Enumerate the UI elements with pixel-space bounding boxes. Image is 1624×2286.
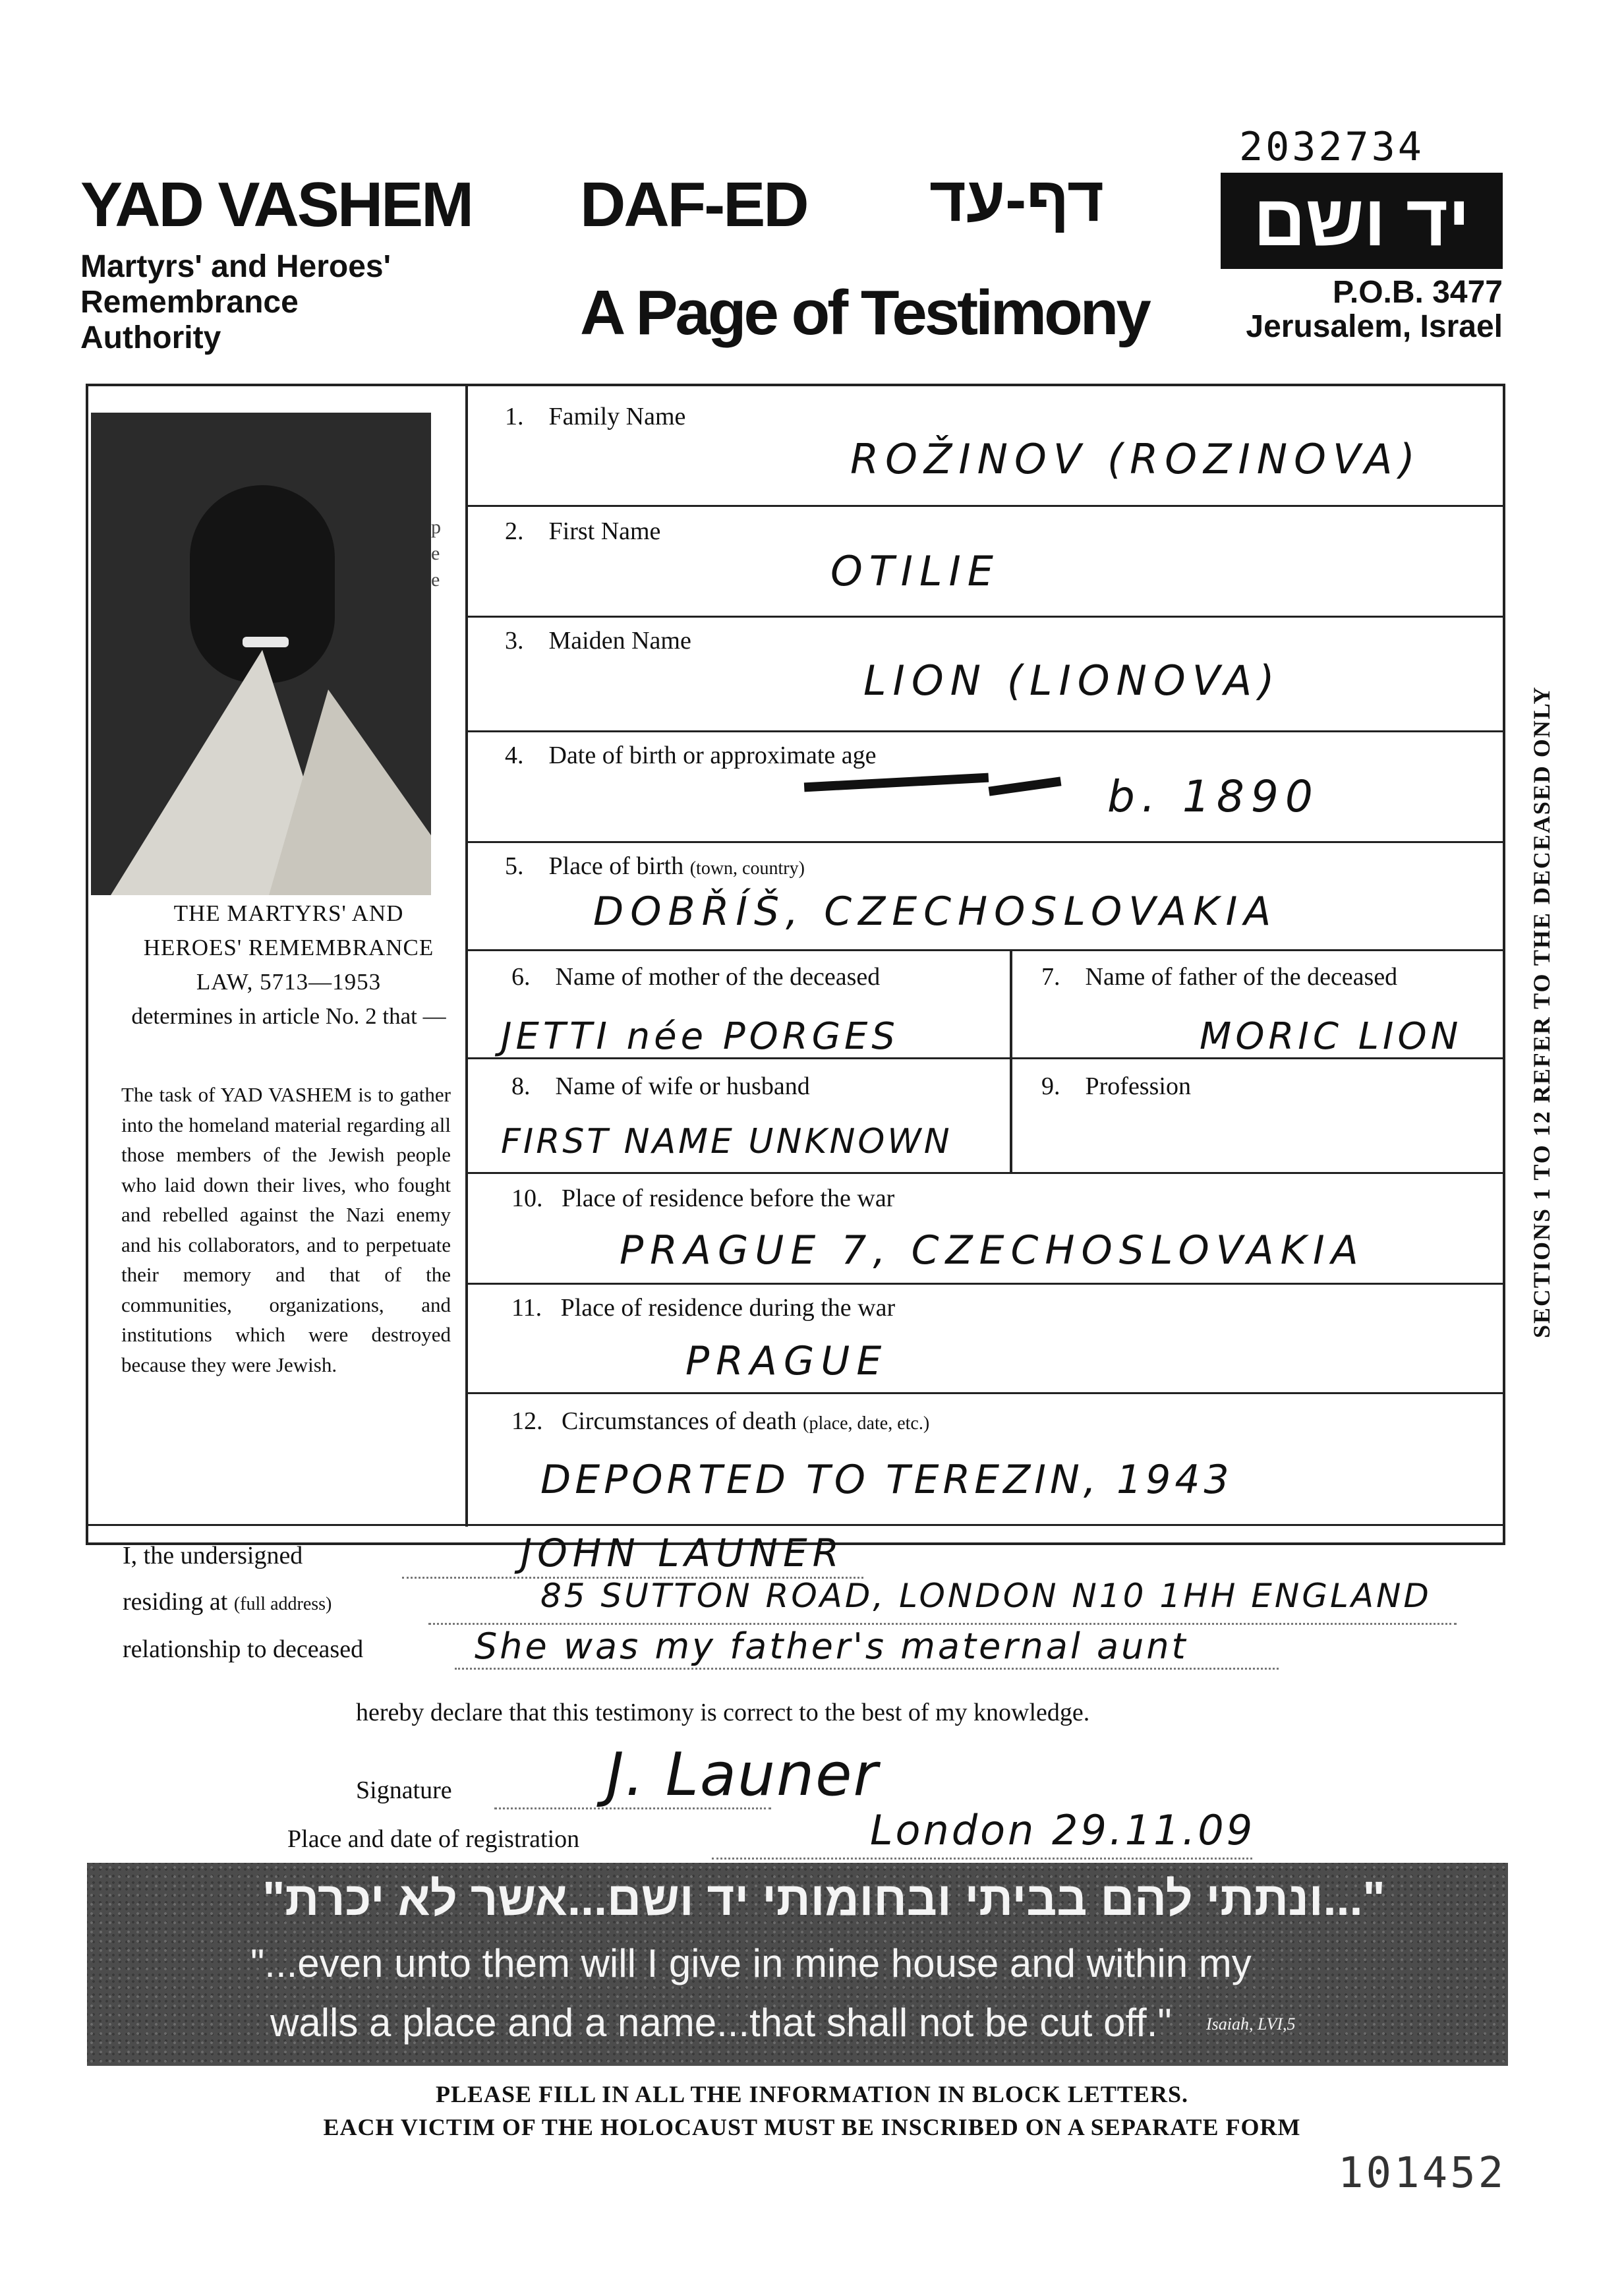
row-line [465,1283,1505,1285]
relationship-value[interactable]: She was my father's maternal aunt [475,1626,1188,1667]
field-number: 9. [1041,1072,1060,1100]
declaration-statement: hereby declare that this testimony is correct to the best of my knowledge. [356,1699,1090,1726]
field-number: 11. [511,1294,542,1322]
dotted-line [712,1858,1252,1860]
victim-photo [91,413,431,895]
registration-value[interactable]: London 29.11.09 [870,1806,1256,1854]
banner-english-line2: walls a place and a name...that shall not be cut off." [270,2001,1172,2045]
address-block [1213,276,1503,344]
field-1-label [505,402,685,431]
field-hint: (town, country) [689,858,805,879]
footer-instruction-2: EACH VICTIM OF THE HOLOCAUST MUST BE INSCRIBED ON A SEPARATE FORM [323,2114,1301,2140]
field-10-label [511,1184,894,1213]
row-line [465,616,1505,618]
banner-english-line1: "...even unto them will I give in mine house and within my [250,1941,1252,1985]
field-number: 3. [505,627,524,655]
field-label: Date of birth or approximate age [548,742,877,769]
residing-label-text: residing at [123,1588,228,1616]
field-number: 10. [511,1185,543,1212]
field-number: 2. [505,517,524,545]
footer-instruction-1: PLEASE FILL IN ALL THE INFORMATION IN BLOCK LETTERS. [436,2081,1188,2107]
org-subtitle: Martyrs' and Heroes' Remembrance Authority [80,249,391,355]
law-heading [111,896,467,1034]
field-label: Place of birth [548,852,684,880]
field-number: 5. [505,852,524,880]
law-heading-text: THE MARTYRS' AND HEROES' REMEMBRANCE LAW, 5713—1953 [143,900,434,995]
form-name-hebrew: דף-עד [929,164,1104,235]
field-4-label [505,741,876,770]
row-line [465,841,1505,843]
field-number: 8. [511,1072,531,1100]
birthplace-value[interactable]: DOBŘÍŠ, CZECHOSLOVAKIA [593,889,1278,935]
field-label: Place of residence during the war [560,1294,896,1322]
org-name: YAD VASHEM [80,169,473,240]
dotted-line [428,1623,1457,1625]
field-hint: (place, date, etc.) [803,1413,930,1434]
field-number: 6. [511,963,531,991]
field-number: 1. [505,403,524,430]
city: Jerusalem, Israel [1246,309,1503,344]
field-label: Name of mother of the deceased [555,963,881,991]
split-divider [1010,949,1012,1172]
row-line [465,1392,1505,1394]
form-title: A Page of Testimony [580,278,1149,348]
photo-edge-text: p e e [431,516,441,591]
banner-hebrew-quote: "...ונתתי להם בביתי ובחומותי יד ושם...אשר לא יכרת" [262,1873,1385,1925]
field-label: Circumstances of death [562,1407,797,1435]
field-number: 4. [505,742,524,769]
undersigned-label: I, the undersigned [123,1542,303,1569]
field-label: Family Name [548,403,686,430]
residing-hint: (full address) [233,1594,332,1614]
form-name: DAF-ED [580,169,807,240]
law-intro: determines in article No. 2 that — [131,1003,446,1029]
relationship-label: relationship to deceased [123,1635,364,1663]
field-7-label [1041,962,1476,991]
residing-label [123,1587,332,1616]
photo-smile [243,637,289,647]
archive-number: 101452 [1338,2149,1507,2198]
field-label: Place of residence before the war [562,1185,895,1212]
yad-vashem-logo: יד ושם [1221,173,1503,269]
death-circumstances-value[interactable]: DEPORTED TO TEREZIN, 1943 [540,1457,1233,1503]
banner-reference: Isaiah, LVI,5 [1206,2014,1296,2034]
pob: P.O.B. 3477 [1333,275,1503,310]
undersigned-value[interactable]: JOHN LAUNER [521,1531,844,1575]
field-9-label [1041,1072,1191,1101]
row-line [465,949,1505,951]
maiden-name-value[interactable]: LION (LIONOVA) [863,657,1281,705]
field-5-label [505,852,805,881]
field-2-label [505,517,660,546]
residence-before-war-value[interactable]: PRAGUE 7, CZECHOSLOVAKIA [620,1227,1365,1274]
birth-date-value[interactable]: b. 1890 [1107,771,1320,822]
registration-label: Place and date of registration [287,1825,580,1853]
row-line [465,730,1505,732]
row-line [465,1172,1505,1174]
field-8-label [511,1072,810,1101]
mother-name-value[interactable]: JETTI née PORGES [501,1015,899,1058]
signature-label: Signature [356,1776,452,1804]
first-name-value[interactable]: OTILIE [830,547,1000,595]
residing-value[interactable]: 85 SUTTON ROAD, LONDON N10 1HH ENGLAND [540,1577,1432,1615]
field-11-label [511,1293,895,1322]
field-12-label [511,1407,929,1436]
field-number: 12. [511,1407,543,1435]
photo-collar [269,689,431,895]
field-label: First Name [548,517,661,545]
father-name-value[interactable]: MORIC LION [1200,1015,1463,1058]
residence-during-war-value[interactable]: PRAGUE [685,1338,888,1384]
spouse-name-value[interactable]: FIRST NAME UNKNOWN [501,1122,952,1161]
field-label: Name of father of the deceased [1085,963,1398,991]
field-number: 7. [1041,963,1060,991]
dotted-line [455,1668,1279,1670]
field-label: Profession [1085,1072,1191,1100]
field-label: Name of wife or husband [555,1072,810,1100]
side-note: SECTIONS 1 TO 12 REFER TO THE DECEASED ONLY [1528,686,1555,1338]
signature-value[interactable]: J. Launer [606,1740,879,1809]
field-3-label [505,626,691,655]
row-line [86,1524,1505,1526]
field-label: Maiden Name [548,627,691,655]
field-6-label [511,962,973,991]
family-name-value[interactable]: ROŽINOV (ROZINOVA) [850,435,1422,483]
row-line [465,505,1505,507]
law-body: The task of YAD VASHEM is to gather into the homeland material regarding all those members of the Jewish people who laid down their lives, who fought and rebelled against the Nazi enemy and his collaborators, and to perpetuate their memory and that of the communities, organizations, and institutions which were destroyed because they were Jewish. [121,1083,451,1376]
serial-number: 2032734 [1239,124,1424,170]
